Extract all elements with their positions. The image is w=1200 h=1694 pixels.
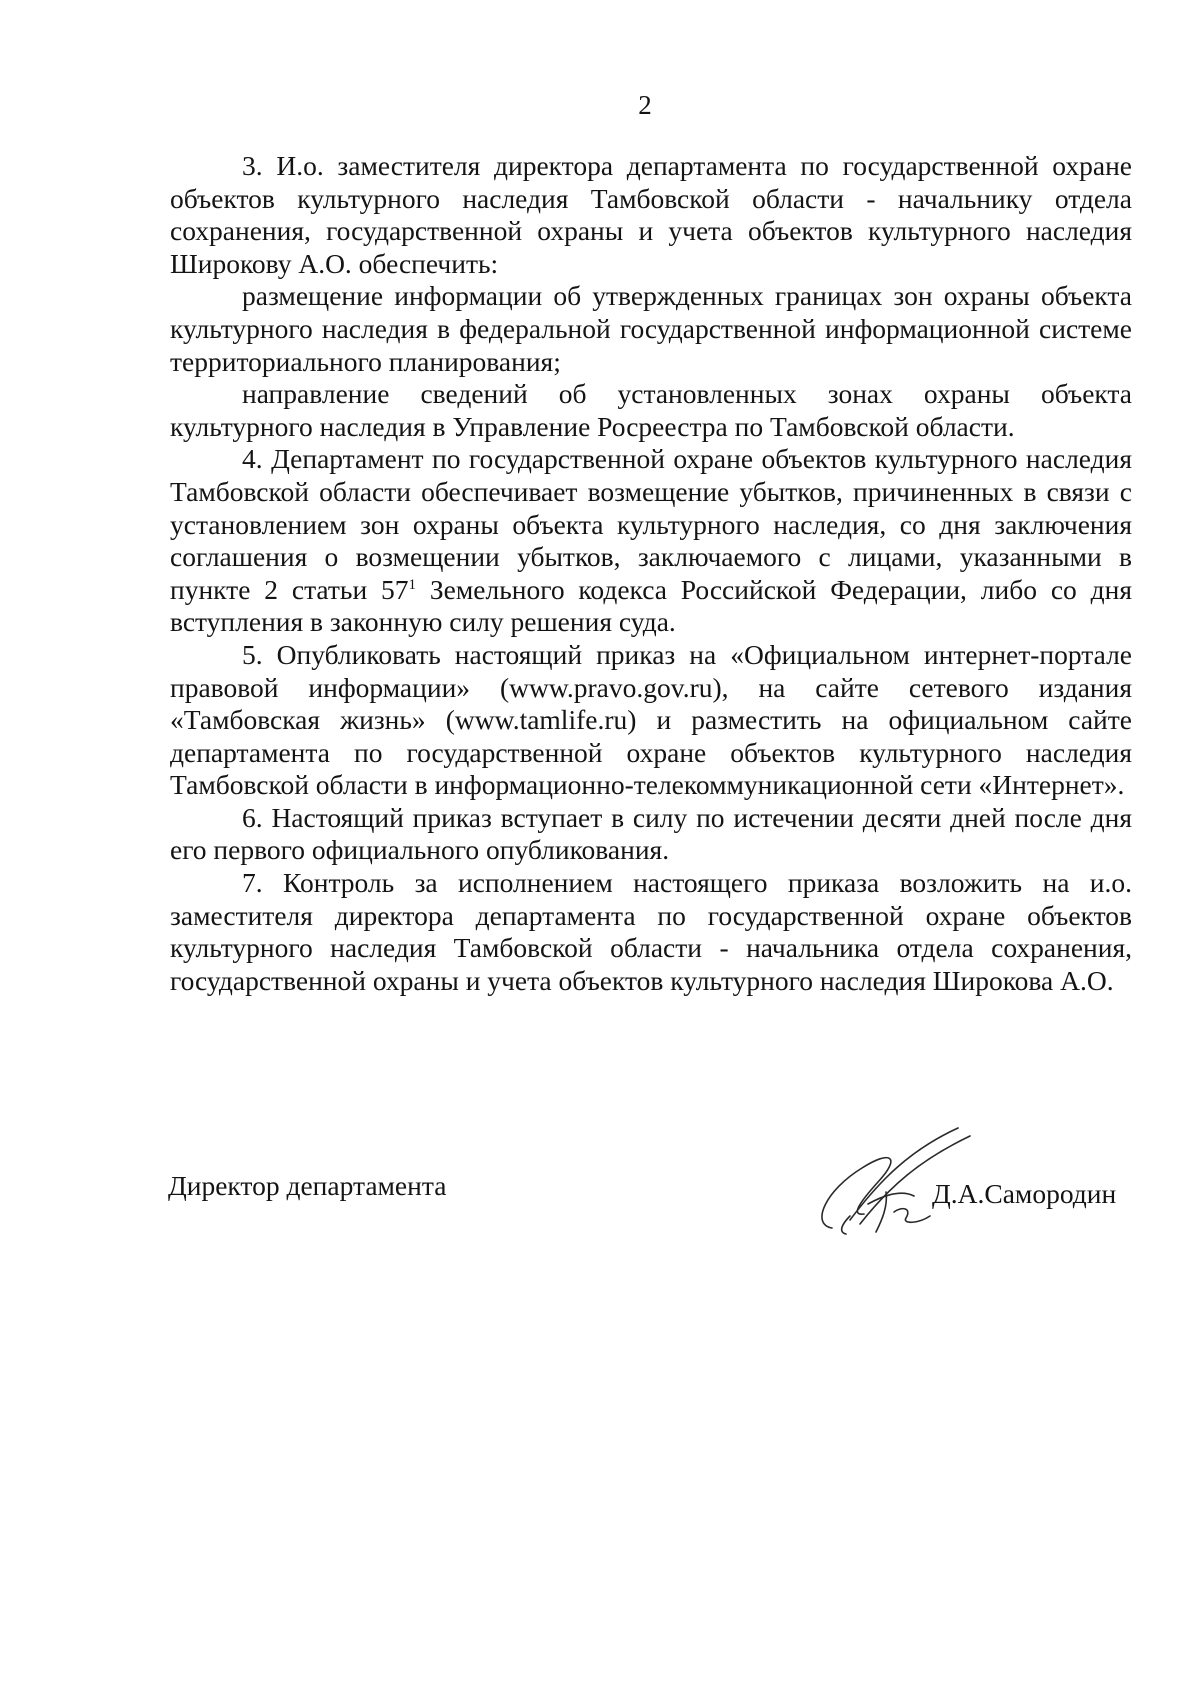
paragraph-4 [170,443,1132,639]
paragraph-6: 6. Настоящий приказ вступает в силу по истечении десяти дней после дня его первого официального опубликования. [170,801,1132,866]
paragraph-4-text-a: 4. Департамент по государственной охране объектов культурного наследия Тамбовской области обеспечивает возмещение убытков, причиненных в связи с установлением зон охраны объекта культурного наследия, со дня заключения соглашения о возмещении убытков, заключаемого с лицами, указанными в пункте 2 статьи 57 [170,443,1132,605]
paragraph-3-item-1: размещение информации об утвержденных границах зон охраны объекта культурного наследия в федеральной государственной информационной системе территориального планирования; [170,280,1132,377]
page-number: 2 [638,90,652,120]
paragraph-3-item-2: направление сведений об установленных зонах охраны объекта культурного наследия в Управление Росреестра по Тамбовской области. [170,378,1132,442]
signatory-name: Д.А.Самородин [932,1178,1117,1209]
document-body [170,150,1132,997]
paragraph-3: 3. И.о. заместителя директора департамента по государственной охране объектов культурного наследия Тамбовской области - начальнику отдела сохранения, государственной охраны и учета объектов культурного наследия Широкову А.О. обеспечить: [170,150,1132,279]
paragraph-7: 7. Контроль за исполнением настоящего приказа возложить на и.о. заместителя директора департамента по государственной охране объектов культурного наследия Тамбовской области - начальника отдела сохранения, государственной охраны и учета объектов культурного наследия Широкова А.О. [170,867,1132,996]
paragraph-5: 5. Опубликовать настоящий приказ на «Официальном интернет-портале правовой информации» (www.pravo.gov.ru), на сайте сетевого издания «Тамбовская жизнь» (www.tamlife.ru) и разместить на официальном сайте департамента по государственной охране объектов культурного наследия Тамбовской области в информационно-телекоммуникационной сети «Интернет». [170,638,1132,801]
superscript-index: 1 [408,576,417,593]
signatory-title: Директор департамента [168,1170,447,1201]
paragraph-4-text-b: Земельного кодекса Российской Федерации, либо со дня вступления в законную силу решения суда. [170,573,1132,638]
